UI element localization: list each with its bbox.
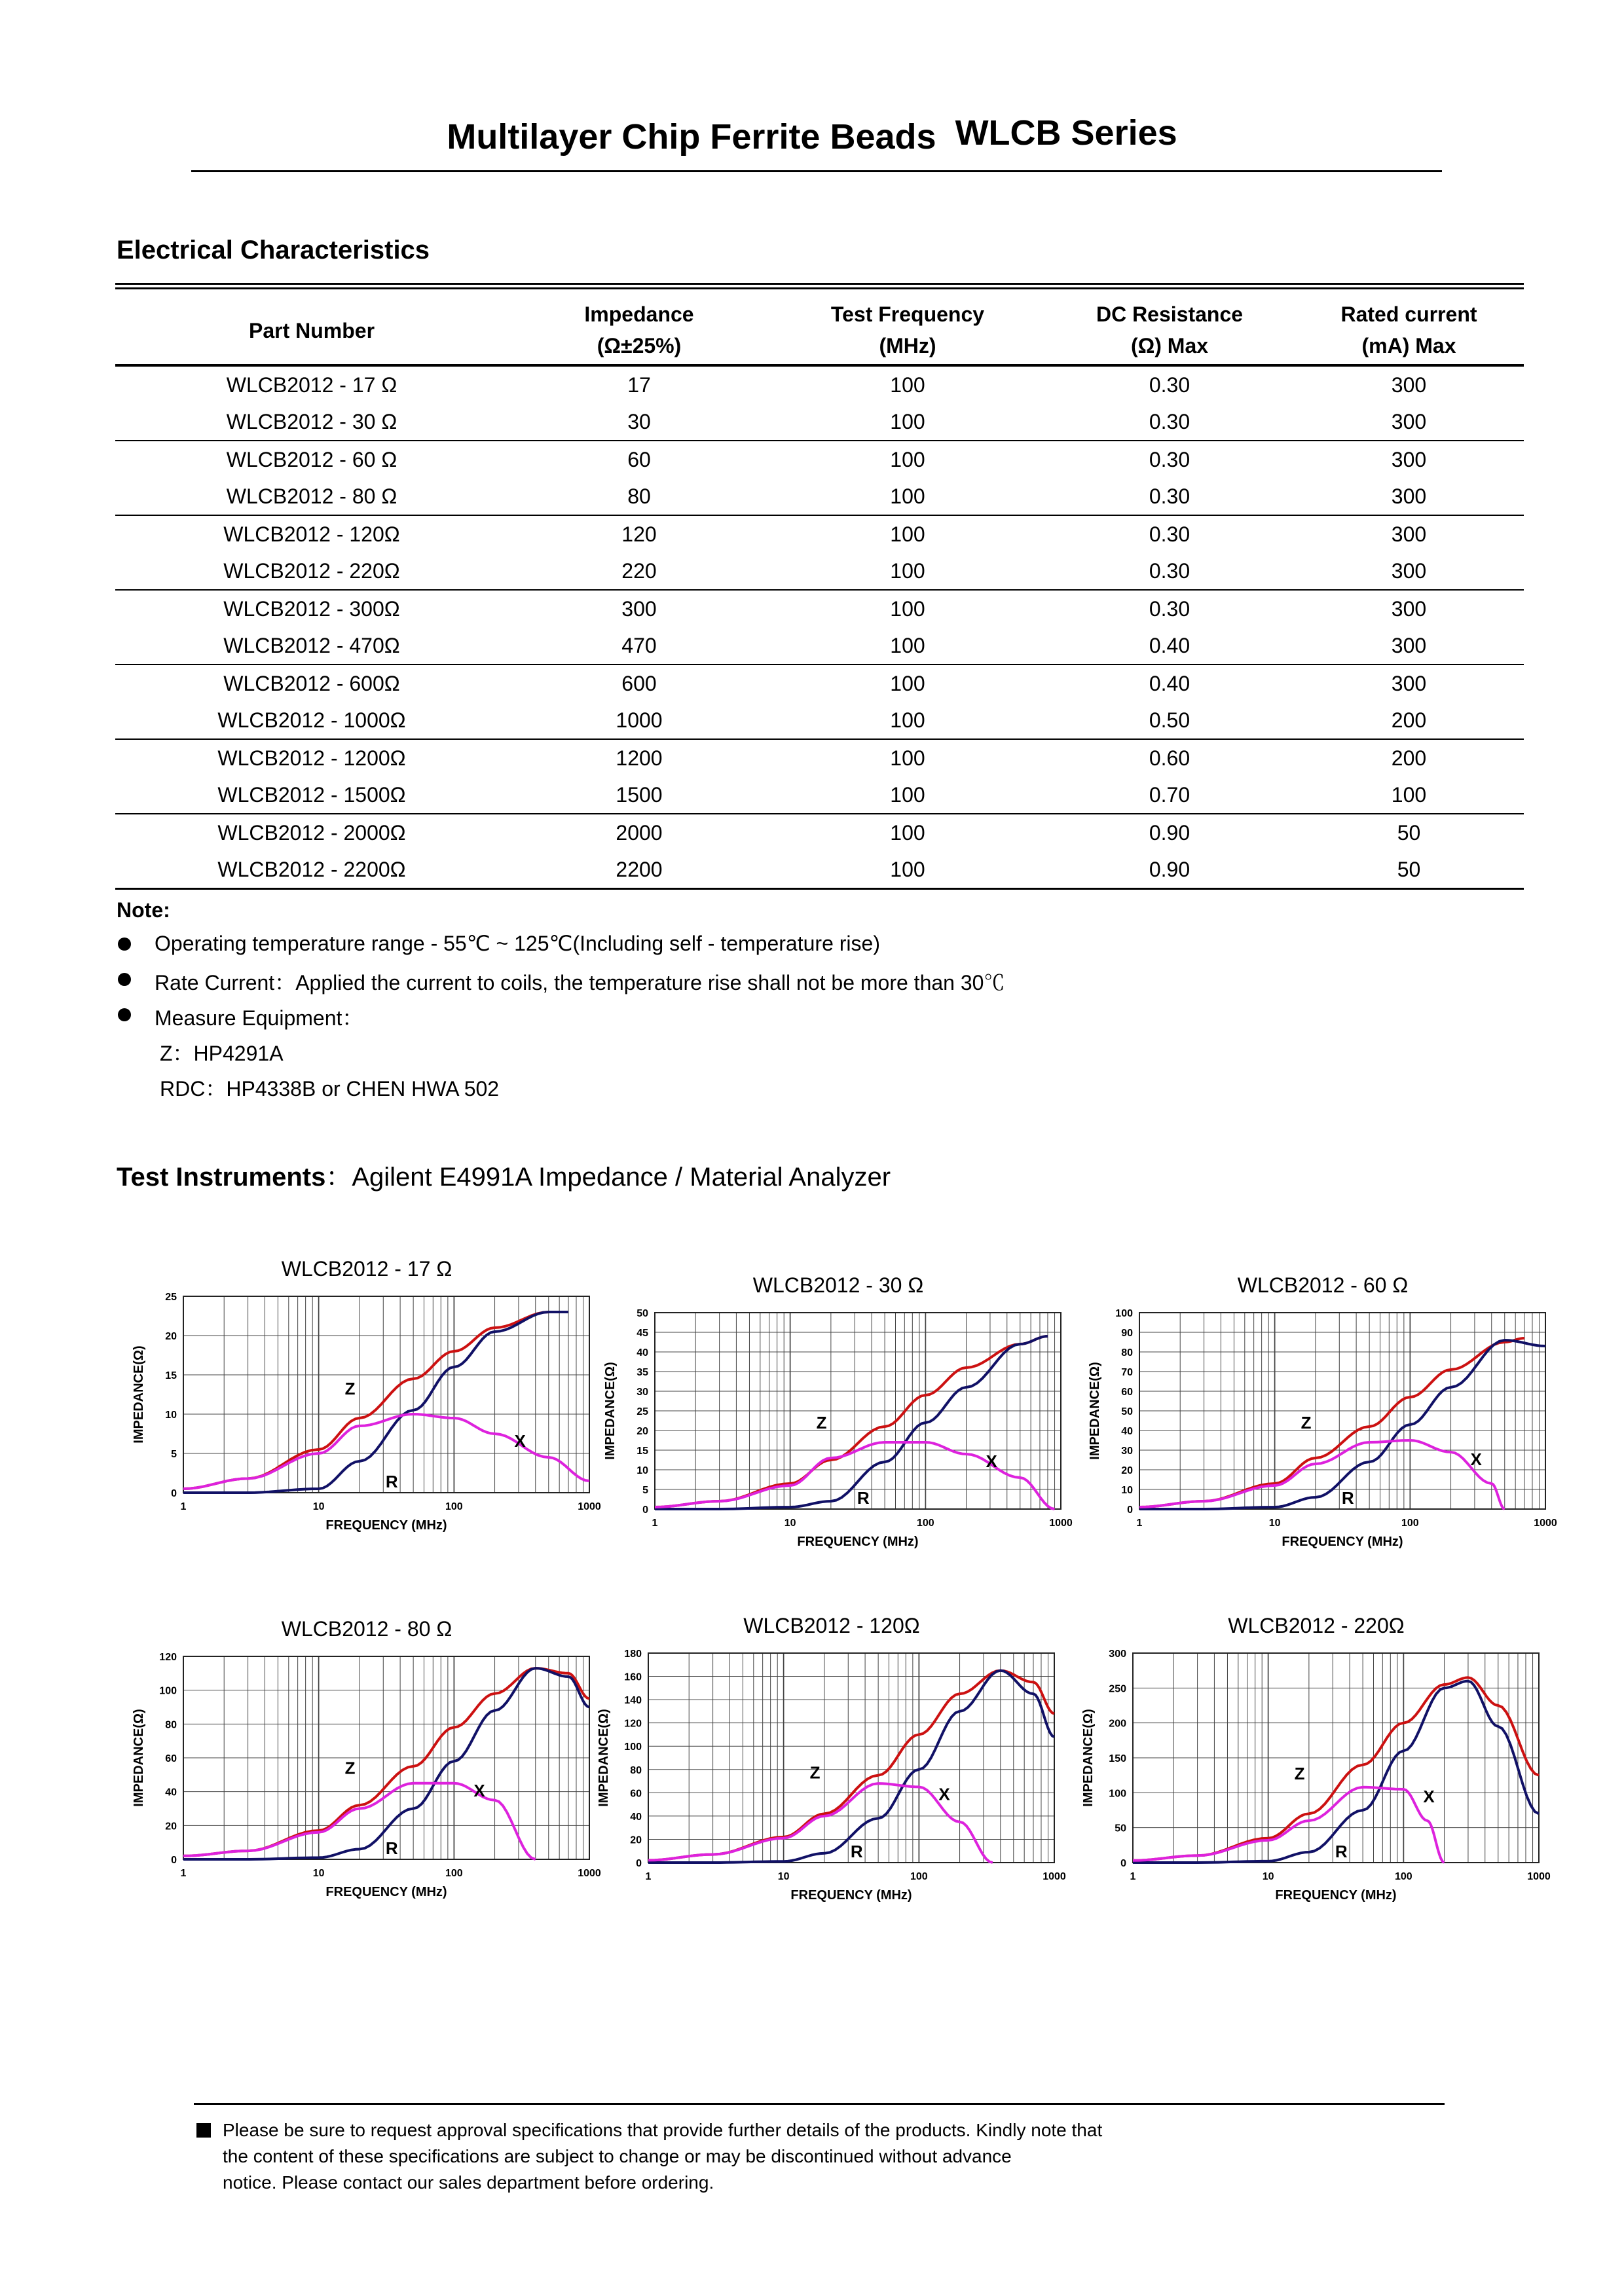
plot-frame <box>183 1296 589 1493</box>
footer-line-3: notice. Please contact our sales department before ordering. <box>223 2172 714 2193</box>
y-axis-label: IMPEDANCE(Ω) <box>597 1709 611 1807</box>
y-tick-label: 80 <box>1121 1347 1133 1358</box>
cell-freq: 100 <box>770 776 1045 814</box>
y-tick-label: 50 <box>1121 1406 1133 1417</box>
cell-dcr: 0.40 <box>1045 627 1294 665</box>
impedance-chart <box>583 1614 1080 1928</box>
chart-plot <box>118 1650 616 1925</box>
y-tick-label: 40 <box>165 1787 177 1798</box>
cell-rated: 300 <box>1391 447 1427 471</box>
x-tick-label: 1 <box>180 1501 187 1512</box>
cell-freq: 100 <box>890 596 925 621</box>
cell-pn: WLCB2012 - 30 Ω <box>115 403 508 441</box>
cell-freq: 100 <box>890 522 925 546</box>
y-tick-label: 30 <box>1121 1446 1133 1457</box>
x-axis-label: FREQUENCY (MHz) <box>325 1518 447 1533</box>
footer-line-1: Please be sure to request approval specifications that provide further details of the products. Kindly note that <box>223 2120 1103 2140</box>
series-z-line <box>648 1671 1054 1861</box>
y-tick-label: 120 <box>159 1652 177 1663</box>
series-z-label: Z <box>344 1379 356 1398</box>
header-impedance-unit: (Ω±25%) <box>597 333 682 357</box>
series-r-line <box>655 1336 1048 1509</box>
table-row <box>115 478 1524 515</box>
table-row <box>115 702 1524 739</box>
table-row <box>115 776 1524 814</box>
series-r-line <box>183 1312 568 1493</box>
x-tick-label: 100 <box>916 1518 934 1529</box>
note-sub-item: RDC：HP4338B or CHEN HWA 502 <box>160 1077 500 1101</box>
cell-dcr: 0.70 <box>1045 776 1294 814</box>
chart-title: WLCB2012 - 120Ω <box>743 1614 920 1637</box>
cell-imp: 30 <box>508 403 770 441</box>
x-tick-label: 10 <box>312 1868 325 1879</box>
footer-divider <box>194 2103 1445 2105</box>
chart-plot <box>1074 1306 1572 1575</box>
x-axis-label: FREQUENCY (MHz) <box>1275 1888 1397 1903</box>
y-tick-label: 200 <box>1109 1718 1126 1730</box>
table-row <box>115 627 1524 665</box>
cell-freq: 100 <box>770 702 1045 739</box>
cell-dcr: 0.50 <box>1045 702 1294 739</box>
y-tick-label: 40 <box>630 1811 642 1823</box>
cell-imp: 17 <box>627 373 651 397</box>
spec-table-body <box>115 365 1524 889</box>
cell-rated: 300 <box>1294 478 1524 515</box>
footer-notice <box>196 2117 1375 2196</box>
cell-imp: 300 <box>621 596 657 621</box>
table-row <box>115 553 1524 590</box>
x-tick-label: 1 <box>652 1518 658 1529</box>
series-r-line <box>183 1668 589 1859</box>
y-tick-label: 300 <box>1109 1649 1126 1660</box>
cell-dcr: 0.30 <box>1149 522 1190 546</box>
cell-imp: 120 <box>621 522 657 546</box>
y-tick-label: 250 <box>1109 1683 1126 1695</box>
x-tick-label: 1000 <box>1049 1518 1073 1529</box>
cell-rated: 300 <box>1391 671 1427 695</box>
chart-title: WLCB2012 - 60 Ω <box>1237 1273 1409 1297</box>
cell-pn: WLCB2012 - 60 Ω <box>226 447 397 471</box>
y-tick-label: 60 <box>630 1788 642 1800</box>
y-tick-label: 10 <box>165 1410 177 1421</box>
cell-freq: 100 <box>890 447 925 471</box>
x-tick-label: 1 <box>1130 1871 1136 1882</box>
cell-pn: WLCB2012 - 470Ω <box>115 627 508 665</box>
x-tick-label: 1 <box>180 1868 187 1879</box>
header-test-frequency: Test Frequency <box>830 302 985 326</box>
x-tick-label: 10 <box>312 1501 325 1512</box>
series-x-label: X <box>1470 1449 1482 1469</box>
y-tick-label: 20 <box>630 1834 642 1846</box>
series-z-label: Z <box>1294 1764 1305 1784</box>
spec-table <box>115 289 1524 890</box>
table-top-rule <box>115 283 1524 289</box>
y-tick-label: 70 <box>1121 1367 1133 1378</box>
y-axis-label: IMPEDANCE(Ω) <box>132 1345 146 1444</box>
y-tick-label: 25 <box>165 1292 177 1303</box>
y-tick-label: 40 <box>637 1347 648 1358</box>
y-tick-label: 100 <box>1115 1308 1133 1319</box>
table-row <box>115 590 1524 627</box>
cell-imp: 1200 <box>616 746 663 770</box>
chart-title: WLCB2012 - 220Ω <box>1228 1614 1405 1637</box>
x-tick-label: 1 <box>1136 1518 1143 1529</box>
cell-freq: 100 <box>890 746 925 770</box>
bullet-icon <box>118 938 131 951</box>
y-tick-label: 40 <box>1121 1426 1133 1437</box>
cell-pn: WLCB2012 - 80 Ω <box>115 478 508 515</box>
spec-table-wrapper <box>115 283 1524 890</box>
series-r-line <box>1133 1681 1539 1863</box>
impedance-chart <box>1067 1614 1565 1928</box>
cell-rated: 300 <box>1294 553 1524 590</box>
series-r-label: R <box>857 1488 870 1508</box>
y-tick-label: 20 <box>637 1426 648 1437</box>
y-tick-label: 0 <box>1127 1504 1133 1516</box>
x-axis-label: FREQUENCY (MHz) <box>325 1885 447 1899</box>
y-tick-label: 15 <box>637 1446 648 1457</box>
header-dc-resistance: DC Resistance <box>1096 302 1244 326</box>
note-item: Operating temperature range - 55℃ ~ 125℃(Including self - temperature rise) <box>155 932 880 955</box>
y-tick-label: 10 <box>637 1465 648 1476</box>
cell-freq: 100 <box>770 851 1045 889</box>
cell-freq: 100 <box>890 373 925 397</box>
chart-title: WLCB2012 - 30 Ω <box>752 1273 924 1297</box>
y-tick-label: 50 <box>1115 1823 1126 1834</box>
series-r-label: R <box>1335 1842 1348 1861</box>
title-main: Multilayer Chip Ferrite Beads <box>447 117 936 156</box>
section-title: Electrical Characteristics <box>117 236 430 264</box>
cell-pn: WLCB2012 - 600Ω <box>223 671 400 695</box>
series-z-label: Z <box>1301 1413 1312 1432</box>
y-tick-label: 10 <box>1121 1485 1133 1496</box>
y-tick-label: 0 <box>171 1855 177 1866</box>
cell-freq: 100 <box>890 820 925 845</box>
test-instruments <box>117 1156 891 1194</box>
cell-rated: 100 <box>1294 776 1524 814</box>
x-tick-label: 100 <box>445 1501 463 1512</box>
y-tick-label: 35 <box>637 1367 648 1378</box>
y-tick-label: 0 <box>1120 1858 1126 1869</box>
bullet-icon <box>118 973 131 986</box>
header-rated-current-unit: (mA) Max <box>1361 333 1456 357</box>
y-tick-label: 25 <box>637 1406 648 1417</box>
cell-freq: 100 <box>890 671 925 695</box>
y-tick-label: 0 <box>636 1858 642 1869</box>
series-z-line <box>183 1312 568 1489</box>
x-tick-label: 100 <box>445 1868 463 1879</box>
y-tick-label: 180 <box>624 1649 642 1660</box>
cell-imp: 1000 <box>508 702 770 739</box>
y-axis-label: IMPEDANCE(Ω) <box>132 1709 146 1807</box>
table-row <box>115 515 1524 553</box>
table-row <box>115 851 1524 889</box>
cell-dcr: 0.30 <box>1045 403 1294 441</box>
cell-pn: WLCB2012 - 2000Ω <box>217 820 406 845</box>
y-tick-label: 20 <box>165 1331 177 1342</box>
table-row <box>115 739 1524 776</box>
note-item: Measure Equipment： <box>155 1006 363 1030</box>
impedance-chart <box>589 1273 1087 1575</box>
title-divider <box>191 170 1442 172</box>
header-test-frequency-unit: (MHz) <box>879 333 936 357</box>
chart-plot <box>118 1290 616 1558</box>
cell-pn: WLCB2012 - 1200Ω <box>217 746 406 770</box>
series-x-line <box>1139 1440 1505 1509</box>
series-z-line <box>655 1336 1048 1507</box>
y-tick-label: 20 <box>165 1821 177 1832</box>
y-tick-label: 80 <box>165 1719 177 1731</box>
impedance-chart <box>118 1617 616 1925</box>
y-axis-label: IMPEDANCE(Ω) <box>1081 1709 1096 1807</box>
cell-rated: 200 <box>1294 702 1524 739</box>
table-row <box>115 814 1524 851</box>
y-tick-label: 5 <box>642 1485 648 1496</box>
y-tick-label: 90 <box>1121 1328 1133 1339</box>
y-tick-label: 120 <box>624 1718 642 1730</box>
y-axis-label: IMPEDANCE(Ω) <box>603 1362 618 1460</box>
cell-rated: 300 <box>1391 596 1427 621</box>
chart-title: WLCB2012 - 17 Ω <box>281 1257 452 1281</box>
table-row <box>115 365 1524 403</box>
y-axis-label: IMPEDANCE(Ω) <box>1088 1362 1102 1460</box>
cell-freq: 100 <box>770 553 1045 590</box>
cell-rated: 300 <box>1294 403 1524 441</box>
y-tick-label: 0 <box>171 1488 177 1499</box>
test-instruments-value: ：Agilent E4991A Impedance / Material Analyzer <box>325 1163 891 1192</box>
x-tick-label: 1000 <box>578 1501 601 1512</box>
x-axis-label: FREQUENCY (MHz) <box>790 1888 912 1903</box>
cell-pn: WLCB2012 - 1500Ω <box>115 776 508 814</box>
page-title <box>0 113 1624 157</box>
header-rated-current: Rated current <box>1340 302 1477 326</box>
cell-pn: WLCB2012 - 1000Ω <box>115 702 508 739</box>
x-tick-label: 10 <box>784 1518 796 1529</box>
x-tick-label: 10 <box>1262 1871 1274 1882</box>
y-tick-label: 5 <box>171 1449 177 1460</box>
series-x-label: X <box>473 1780 485 1800</box>
x-axis-label: FREQUENCY (MHz) <box>1282 1535 1403 1549</box>
impedance-chart <box>1074 1273 1572 1575</box>
series-z-label: Z <box>809 1762 821 1783</box>
title-series: WLCB Series <box>955 113 1177 153</box>
series-r-label: R <box>385 1838 398 1858</box>
cell-imp: 1500 <box>508 776 770 814</box>
series-z-label: Z <box>816 1413 827 1432</box>
header-impedance: Impedance <box>584 302 694 326</box>
test-instruments-label: Test Instruments <box>117 1163 326 1192</box>
y-tick-label: 140 <box>624 1695 642 1707</box>
cell-imp: 220 <box>508 553 770 590</box>
cell-dcr: 0.90 <box>1149 820 1190 845</box>
cell-pn: WLCB2012 - 2200Ω <box>115 851 508 889</box>
chart-plot <box>589 1306 1087 1575</box>
x-tick-label: 1000 <box>1043 1871 1066 1882</box>
series-x-label: X <box>986 1451 997 1471</box>
y-tick-label: 150 <box>1109 1753 1126 1764</box>
cell-dcr: 0.30 <box>1045 478 1294 515</box>
y-tick-label: 60 <box>1121 1387 1133 1398</box>
y-tick-label: 80 <box>630 1764 642 1776</box>
cell-freq: 100 <box>770 403 1045 441</box>
x-tick-label: 100 <box>910 1871 928 1882</box>
y-tick-label: 160 <box>624 1671 642 1683</box>
cell-pn: WLCB2012 - 220Ω <box>115 553 508 590</box>
cell-rated: 50 <box>1397 820 1421 845</box>
x-tick-label: 10 <box>1268 1518 1281 1529</box>
table-row <box>115 403 1524 441</box>
square-bullet-icon <box>196 2123 211 2138</box>
y-tick-label: 15 <box>165 1370 177 1381</box>
series-r-label: R <box>1341 1488 1354 1508</box>
cell-freq: 100 <box>770 627 1045 665</box>
cell-dcr: 0.30 <box>1045 553 1294 590</box>
notes-label: Note: <box>117 898 170 922</box>
cell-imp: 80 <box>508 478 770 515</box>
note-sub-item: Z：HP4291A <box>160 1042 284 1065</box>
cell-rated: 50 <box>1294 851 1524 889</box>
cell-pn: WLCB2012 - 17 Ω <box>226 373 397 397</box>
series-r-label: R <box>850 1842 863 1861</box>
x-axis-label: FREQUENCY (MHz) <box>797 1535 919 1549</box>
chart-title: WLCB2012 - 80 Ω <box>281 1617 452 1641</box>
y-tick-label: 50 <box>637 1308 648 1319</box>
bullet-icon <box>118 1008 131 1021</box>
table-row <box>115 441 1524 478</box>
header-dc-resistance-unit: (Ω) Max <box>1130 333 1209 357</box>
cell-imp: 2200 <box>508 851 770 889</box>
series-x-label: X <box>938 1784 950 1804</box>
chart-plot <box>1067 1647 1565 1928</box>
cell-dcr: 0.40 <box>1149 671 1190 695</box>
cell-imp: 470 <box>508 627 770 665</box>
x-tick-label: 1000 <box>1527 1871 1551 1882</box>
cell-pn: WLCB2012 - 300Ω <box>223 596 400 621</box>
y-tick-label: 20 <box>1121 1465 1133 1476</box>
y-tick-label: 60 <box>165 1753 177 1764</box>
y-tick-label: 30 <box>637 1387 648 1398</box>
footer-line-2: the content of these specifications are subject to change or may be discontinued without advance <box>223 2146 1012 2166</box>
x-tick-label: 100 <box>1394 1871 1412 1882</box>
table-row <box>115 665 1524 702</box>
cell-rated: 200 <box>1391 746 1427 770</box>
x-tick-label: 100 <box>1401 1518 1419 1529</box>
y-tick-label: 100 <box>1109 1788 1126 1800</box>
series-r-line <box>1139 1340 1545 1509</box>
cell-dcr: 0.30 <box>1149 596 1190 621</box>
cell-rated: 300 <box>1391 522 1427 546</box>
series-z-line <box>1139 1338 1524 1507</box>
cell-rated: 300 <box>1294 627 1524 665</box>
note-item: Rate Current：Applied the current to coils, the temperature rise shall not be more than 30℃ <box>155 971 1005 994</box>
cell-dcr: 0.60 <box>1149 746 1190 770</box>
cell-pn: WLCB2012 - 120Ω <box>223 522 400 546</box>
cell-imp: 2000 <box>616 820 663 845</box>
x-tick-label: 1 <box>645 1871 652 1882</box>
header-part-number: Part Number <box>248 319 375 342</box>
x-tick-label: 10 <box>777 1871 790 1882</box>
series-z-label: Z <box>344 1758 356 1778</box>
y-tick-label: 0 <box>642 1504 648 1516</box>
series-r-label: R <box>385 1472 398 1491</box>
cell-dcr: 0.30 <box>1149 373 1190 397</box>
cell-dcr: 0.90 <box>1045 851 1294 889</box>
x-tick-label: 1000 <box>578 1868 601 1879</box>
chart-plot <box>583 1647 1080 1928</box>
y-tick-label: 100 <box>624 1741 642 1753</box>
impedance-chart <box>118 1257 616 1558</box>
y-tick-label: 45 <box>637 1328 648 1339</box>
plot-frame <box>648 1653 1054 1863</box>
x-tick-label: 1000 <box>1534 1518 1557 1529</box>
cell-rated: 300 <box>1391 373 1427 397</box>
cell-dcr: 0.30 <box>1149 447 1190 471</box>
series-x-label: X <box>1423 1787 1435 1806</box>
cell-imp: 600 <box>621 671 657 695</box>
cell-freq: 100 <box>770 478 1045 515</box>
cell-imp: 60 <box>627 447 651 471</box>
series-x-label: X <box>514 1431 526 1451</box>
y-tick-label: 100 <box>159 1685 177 1697</box>
